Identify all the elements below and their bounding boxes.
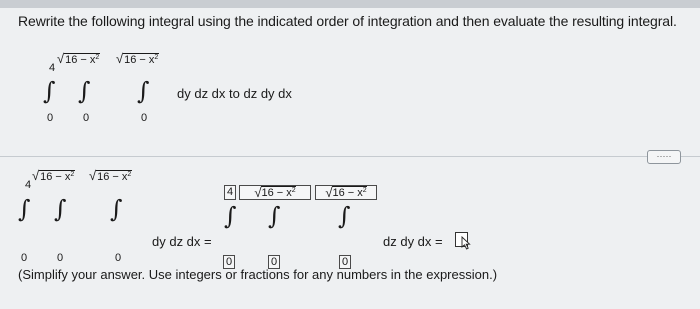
- inner-lower-input[interactable]: 0: [339, 255, 351, 269]
- top-bar: [0, 0, 700, 8]
- new-outer-integral-sign: ∫: [224, 202, 237, 230]
- answer-outer-integral-sign: ∫: [18, 195, 31, 223]
- middle-integral-sign: ∫: [78, 77, 91, 105]
- inner-upper-input[interactable]: √ $16 - x^2$: [315, 185, 377, 200]
- answer-new-differential: dz dy dx =: [383, 234, 443, 249]
- answer-original-differential: dy dz dx =: [152, 234, 212, 249]
- outer-integral-sign: ∫: [43, 77, 56, 105]
- answer-middle-lower-limit: 0: [57, 252, 64, 264]
- middle-upper-input[interactable]: √ $16 - x^2$: [239, 185, 311, 200]
- inner-lower-limit: 0: [141, 112, 148, 124]
- middle-upper-limit: $√16 - x^2$: [57, 51, 100, 66]
- outer-lower-input[interactable]: 0: [223, 255, 235, 269]
- answer-outer-upper-limit: 4: [25, 179, 32, 191]
- new-inner-integral-sign: ∫: [338, 202, 351, 230]
- answer-middle-integral-sign: ∫: [54, 195, 67, 223]
- answer-inner-upper-limit: $√16 - x^2$: [89, 168, 132, 183]
- answer-instructions: (Simplify your answer. Use integers or fractions for any numbers in the expression.): [18, 267, 498, 282]
- answer-middle-upper-limit: $√16 - x^2$: [32, 168, 75, 183]
- section-divider: [0, 156, 700, 157]
- outer-upper-limit: 4: [49, 62, 56, 74]
- middle-lower-input[interactable]: 0: [268, 255, 280, 269]
- middle-lower-limit: 0: [83, 112, 90, 124]
- answer-inner-integral-sign: ∫: [110, 195, 123, 223]
- question-prompt: Rewrite the following integral using the indicated order of integration and then evaluate the resulting integral.: [18, 13, 677, 29]
- inner-upper-limit: $√16 - x^2$: [116, 51, 159, 66]
- order-text: dy dz dx to dz dy dx: [177, 86, 292, 101]
- outer-lower-limit: 0: [47, 112, 54, 124]
- answer-outer-lower-limit: 0: [21, 252, 28, 264]
- answer-inner-lower-limit: 0: [115, 252, 122, 264]
- inner-integral-sign: ∫: [137, 77, 150, 105]
- pointer-cursor-icon: [461, 236, 471, 250]
- more-button[interactable]: ·····: [647, 150, 681, 164]
- new-middle-integral-sign: ∫: [268, 202, 281, 230]
- outer-upper-input[interactable]: 4: [224, 185, 236, 200]
